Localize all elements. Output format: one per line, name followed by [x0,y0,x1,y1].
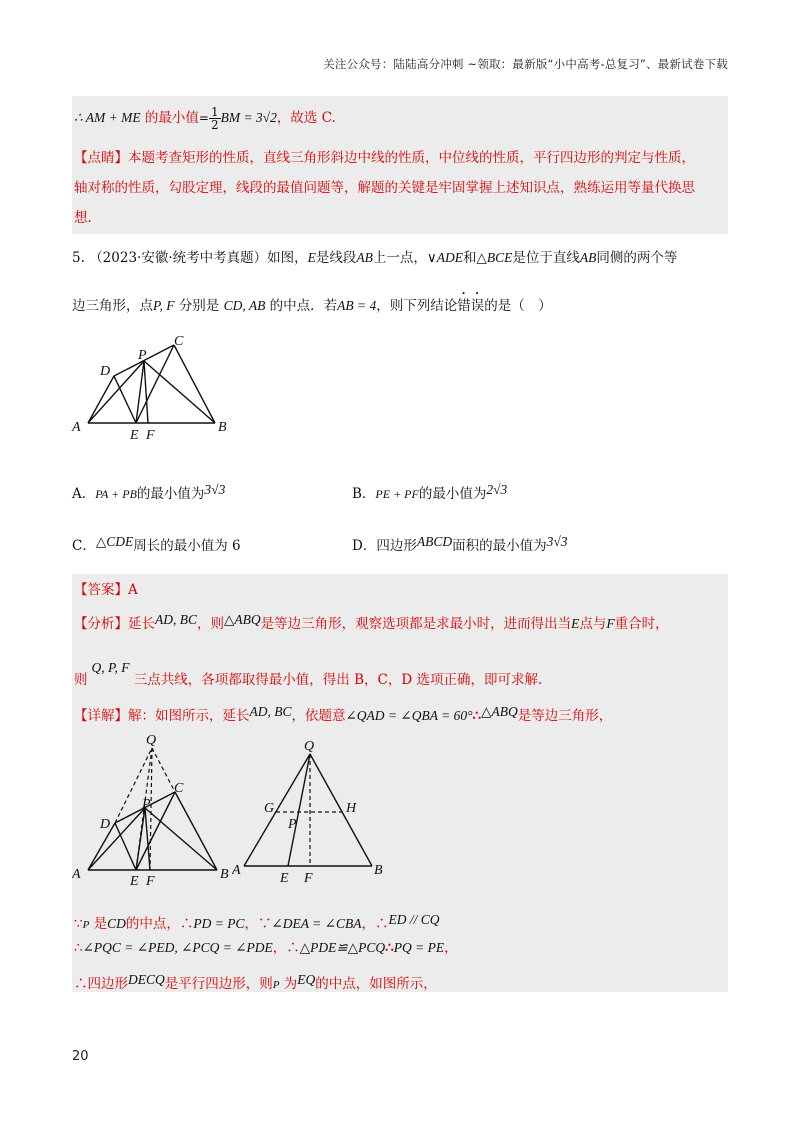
conclusion-line: ∴ AM + ME 的最小值= $\frac{1}{2}$ BM = 3√2，故选 C. [74,105,336,132]
svg-text:C: C [174,781,184,796]
detail-line: 【详解】解：如图所示，延长AD, BC，依题意∠QAD = ∠QBA = 60°∴△ABQ是等边三角形， [74,704,613,724]
tip-paragraph: 【点睛】本题考查矩形的性质，直线三角形斜边中线的性质，中位线的性质，平行四边形的判定与性质， 轴对称的性质，勾股定理，线段的最值问题等，解题的关键是牢固掌握上述知识点，熟练运用等量代换思 想. [74,150,695,226]
svg-text:F: F [304,871,313,882]
label-E: E [130,428,139,443]
svg-text:D: D [100,817,111,832]
analysis-line-1: 【分析】延长AD, BC，则△ABQ是等边三角形，观察选项都是求最小时，进而得出当E点与F重合时， [74,612,669,632]
svg-text:Q: Q [146,733,157,748]
page-number: 20 [72,1049,89,1064]
fraction: $\frac{1}{2}$ [210,105,219,132]
question-figure [70,335,240,445]
solution-figure-right [232,732,392,882]
answer-line: 【答案】A [74,582,138,598]
analysis-line-2: 则Q, P, F 三点共线，各项都取得最小值，得出 B，C，D 选项正确，即可求解． [74,660,552,688]
svg-text:Q: Q [304,739,315,754]
step-line-1: ∵P 是CD的中点，∴PD = PC，∵∠DEA = ∠CBA，∴ED // CQ [74,912,440,932]
step-line-2: ∴∠PQC = ∠PED, ∠PCQ = ∠PDE，∴△PDE≌△PCQ∴PQ = PE， [74,940,458,956]
svg-text:E: E [130,874,139,886]
option-C[interactable]: C．△CDE周长的最小值为 6 [72,534,241,554]
answer-block [72,574,728,992]
svg-text:A: A [72,867,81,882]
solution-block-top [72,96,728,234]
svg-text:P: P [142,797,151,812]
question-line-1: 5. （2023·安徽·统考中考真题）如图，E是线段AB上一点，∨ADE和△BCE是位于直线AB同侧的两个等 [72,250,678,266]
segment-CB [174,345,215,423]
segment-PA [88,361,144,423]
label-A: A [72,420,81,435]
svg-text:E: E [280,871,289,882]
question-line-2: 边三角形，点P, F 分别是 CD, AB 的中点．若AB = 4，则下列结论错误的是（ ） [72,298,552,314]
label-F: F [146,428,155,443]
svg-text:G: G [264,801,275,816]
label-P: P [138,348,147,363]
label-B: B [218,420,227,435]
option-D[interactable]: D．四边形ABCD面积的最小值为3√3 [352,534,568,554]
label-C: C [174,335,184,349]
step-line-3: ∴四边形DECQ是平行四边形，则P 为EQ的中点，如图所示， [74,972,437,992]
option-B[interactable]: B．PE + PF的最小值为2√3 [352,482,508,502]
svg-text:H: H [346,801,357,816]
svg-text:A: A [232,863,241,878]
solution-figure-left [72,726,232,886]
label-D: D [100,364,111,379]
segment-PB [144,361,215,423]
segment-PF [144,361,148,423]
option-A[interactable]: A．PA + PB的最小值为3√3 [72,482,226,502]
svg-text:B: B [374,863,383,878]
svg-text:B: B [220,867,229,882]
page-header: 关注公众号：陆陆高分冲刺 ~领取：最新版“小中高考-总复习”、最新试卷下载 [323,57,728,71]
svg-text:F: F [146,874,155,886]
svg-text:P: P [288,817,297,832]
